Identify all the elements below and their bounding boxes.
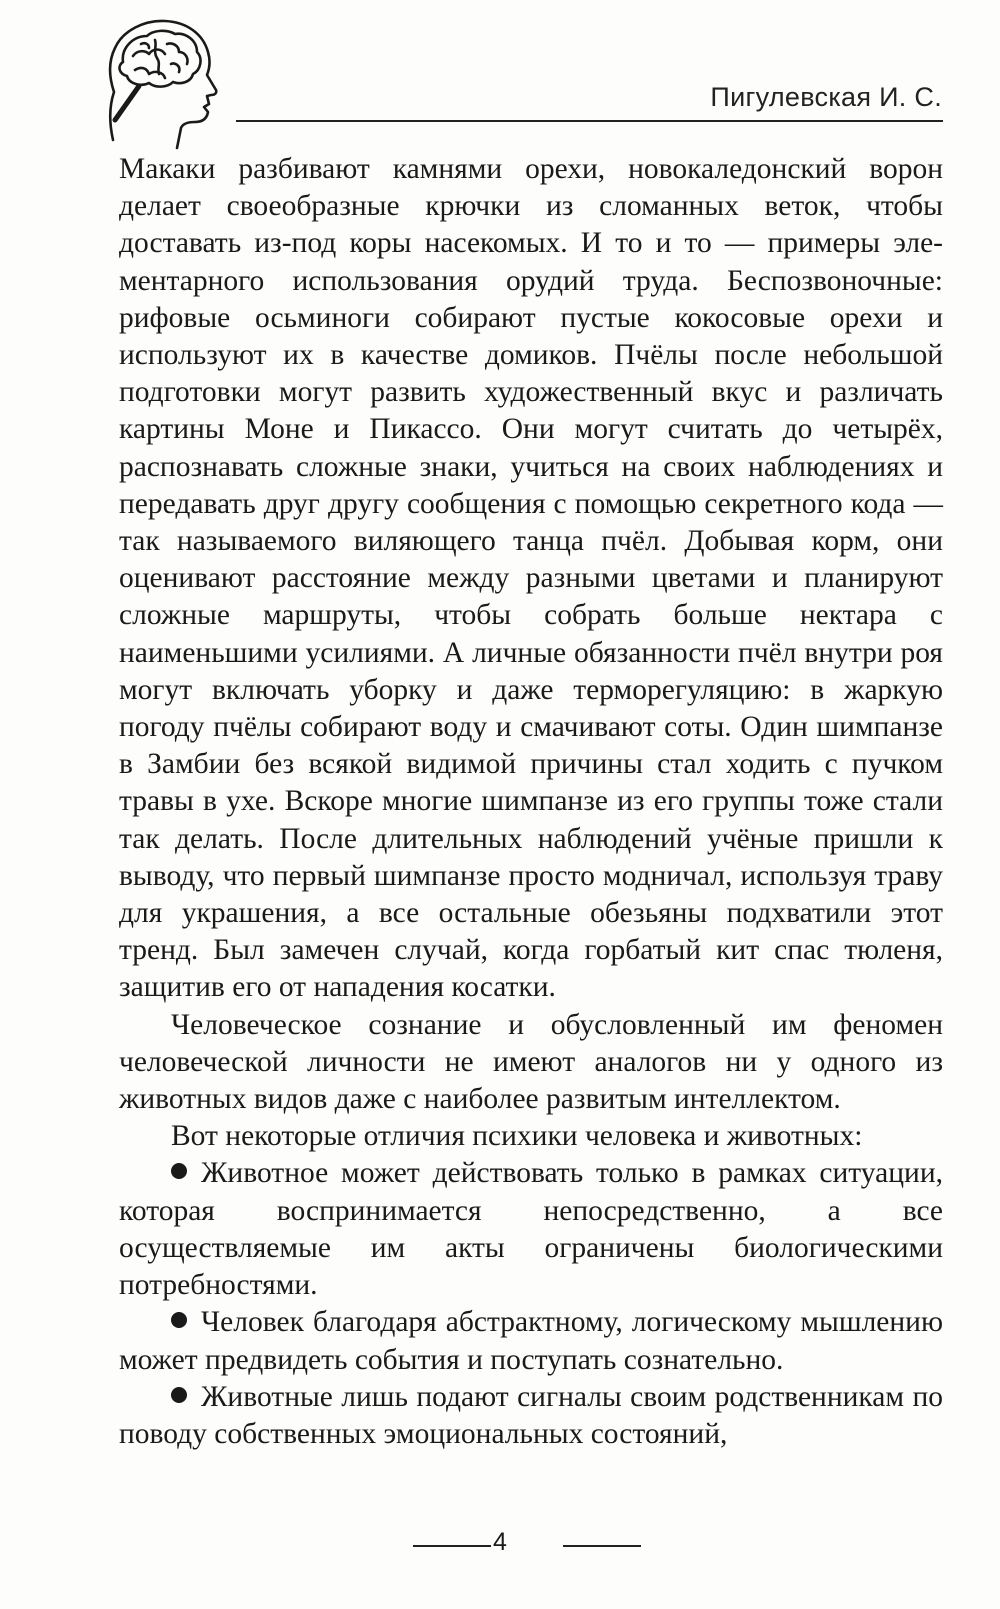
paragraph-text: Макаки разбивают камнями орехи, новокаледонский ворон делает своеобразные крючки из сломанных веток, чтобы доставать из-под коры насекомых. И то и то — примеры элементарного использования орудий труда. Беспозвоночные: рифовые осьминоги собирают пустые кокосовые орехи и используют их в качестве домиков. Пчёлы после небольшой подготовки могут развить художественный вкус и различать картины Моне и Пикассо. Они могут считать до четырёх, распознавать сложные знаки, учиться на своих наблюдениях и передавать друг другу сообщения с помощью секретного кода — так называемого виляющего танца пчёл. Добывая корм, они оценивают расстояние между разными цветами и планируют сложные маршруты, чтобы собрать больше нектара с наименьшими усилиями. А личные обязанности пчёл внутри роя могут включать уборку и даже терморегуляцию: в жаркую погоду пчёлы собирают воду и смачивают соты. Один шимпанзе в Замбии без всякой видимой причины стал ходить с пучком травы в ухе. Вскоре многие шимпанзе из его группы тоже стали так делать. После длительных наблюдений учёные пришли к выводу, что первый шимпанзе просто модничал, используя траву для украшения, а все остальные обезьяны подхватили этот тренд. Был замечен случай, когда горбатый кит спас тюленя, защитив его от нападения косатки. xyxy=(119,153,943,1004)
bullet-icon xyxy=(171,1312,187,1328)
footer-rule-right xyxy=(563,1545,641,1547)
paragraph xyxy=(119,151,943,1007)
head-brain-icon xyxy=(105,12,220,162)
bullet-icon xyxy=(171,1387,187,1403)
bullet-item xyxy=(119,1155,943,1304)
paragraph xyxy=(119,1118,943,1155)
header-rule xyxy=(236,120,943,122)
page-number: 4 xyxy=(493,1528,507,1556)
paragraph-text: Животное может действовать только в рамках ситуации, которая воспринимается непосредственно, а все осуществляемые им акты ограничены биологическими потребностями. xyxy=(119,1157,943,1302)
bullet-icon xyxy=(171,1163,187,1179)
running-header-author: Пигулевская И. С. xyxy=(710,82,942,112)
paragraph xyxy=(119,1007,943,1119)
paragraph-text: Человек благодаря абстрактному, логическому мышлению может предвидеть события и поступать сознательно. xyxy=(119,1306,943,1376)
paragraph-text: Животные лишь подают сигналы своим родственникам по поводу собственных эмоциональных состояний, xyxy=(119,1380,943,1450)
bullet-item xyxy=(119,1379,943,1453)
bullet-item xyxy=(119,1304,943,1378)
body-text xyxy=(119,151,943,1453)
paragraph-text: Человеческое сознание и обусловленный им феномен человеческой личности не имеют аналогов ни у одного из животных видов даже с наиболее развитым интеллектом. xyxy=(119,1008,943,1116)
paragraph-text: Вот некоторые отличия психики человека и животных: xyxy=(171,1120,863,1153)
page-footer xyxy=(0,1528,1000,1564)
